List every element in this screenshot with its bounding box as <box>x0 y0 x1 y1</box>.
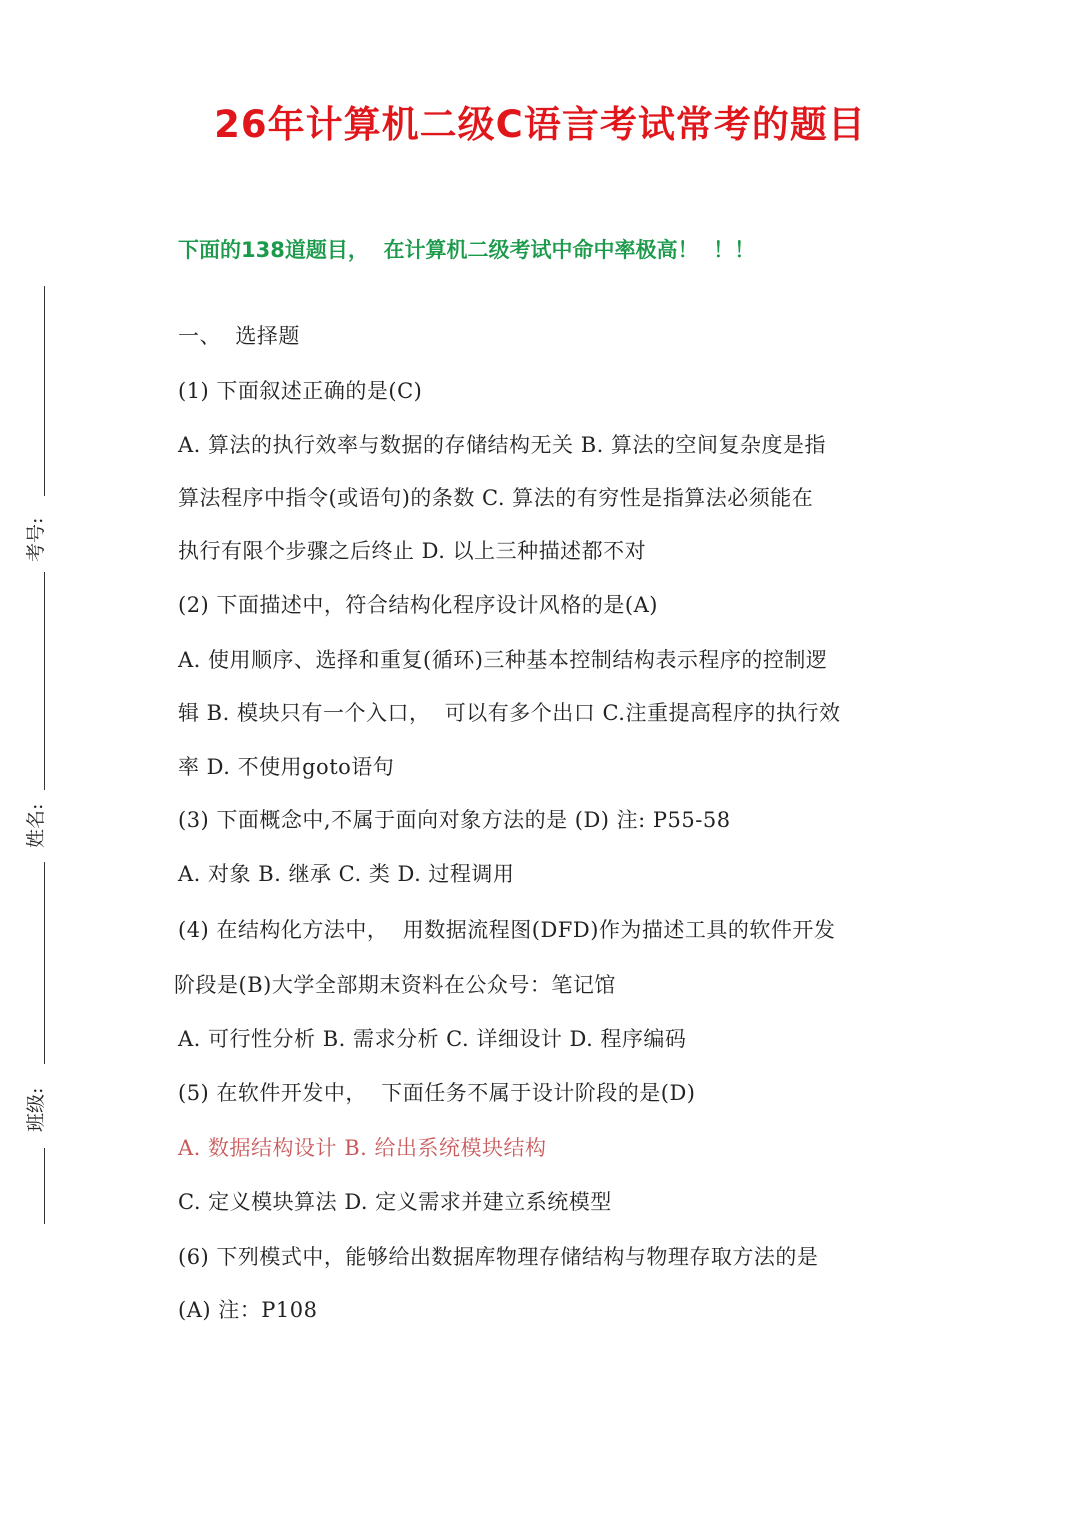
question-line: A. 可行性分析 B. 需求分析 C. 详细设计 D. 程序编码 <box>178 1027 687 1051</box>
question-line: A. 对象 B. 继承 C. 类 D. 过程调用 <box>178 862 515 886</box>
question-line: C. 定义模块算法 D. 定义需求并建立系统模型 <box>178 1190 612 1214</box>
question-line: 执行有限个步骤之后终止 D. 以上三种描述都不对 <box>178 539 647 563</box>
binding-line <box>44 572 45 790</box>
class-label: 班级: <box>25 1087 47 1132</box>
question-line: A. 算法的执行效率与数据的存储结构无关 B. 算法的空间复杂度是指 <box>178 433 826 457</box>
question-line: (5) 在软件开发中， 下面任务不属于设计阶段的是(D) <box>178 1081 696 1105</box>
section-heading: 一、 选择题 <box>178 324 300 348</box>
question-line: (1) 下面叙述正确的是(C) <box>178 379 423 403</box>
question-line: A. 使用顺序、选择和重复(循环)三种基本控制结构表示程序的控制逻 <box>178 648 828 672</box>
question-line: (6) 下列模式中，能够给出数据库物理存储结构与物理存取方法的是 <box>178 1245 819 1269</box>
subtitle: 下面的138道题目， 在计算机二级考试中命中率极高！ ！！ <box>178 238 756 262</box>
exam-number-label: 考号: <box>25 517 47 562</box>
binding-line <box>44 286 45 496</box>
binding-margin <box>0 0 80 1527</box>
binding-line <box>44 1148 45 1224</box>
question-line: 辑 B. 模块只有一个入口， 可以有多个出口 C.注重提高程序的执行效 <box>178 701 841 725</box>
highlighted-options-line: A. 数据结构设计 B. 给出系统模块结构 <box>178 1136 547 1160</box>
question-line: (2) 下面描述中，符合结构化程序设计风格的是(A) <box>178 593 658 617</box>
name-label: 姓名: <box>25 803 47 848</box>
question-line: (3) 下面概念中,不属于面向对象方法的是 (D) 注: P55-58 <box>178 808 731 832</box>
question-line: (A) 注：P108 <box>178 1298 318 1322</box>
binding-line <box>44 862 45 1064</box>
page-title: 26年计算机二级C语言考试常考的题目 <box>214 103 866 146</box>
question-line: 率 D. 不使用goto语句 <box>178 755 395 779</box>
question-line: 算法程序中指令(或语句)的条数 C. 算法的有穷性是指算法必须能在 <box>178 486 814 510</box>
question-line: (4) 在结构化方法中， 用数据流程图(DFD)作为描述工具的软件开发 <box>178 918 836 942</box>
question-line: 阶段是(B)大学全部期末资料在公众号：笔记馆 <box>174 973 616 997</box>
